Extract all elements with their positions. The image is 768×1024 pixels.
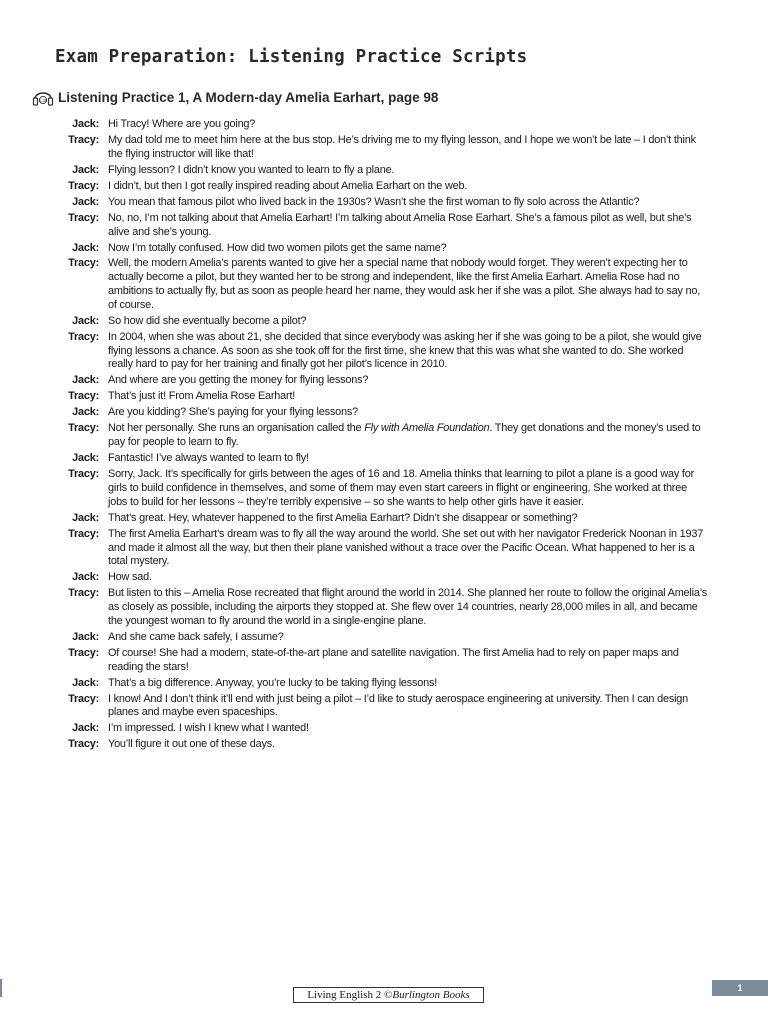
dialogue-text: But listen to this – Amelia Rose recreated that flight around the world in 2014. She planned her route to follow the original Amelia’s as closely as possible, including the airports they stopped at. She flew over 14 countries, nearly 28,000 miles in all, and became the youngest woman to fly around the world in a single-engine plane. [108,587,707,627]
dialogue-line [0,422,768,450]
speaker-name: Jack: [72,195,99,208]
footer-book: Living English 2 © [307,989,393,1001]
dialogue-text: No, no, I’m not talking about that Amelia Earhart! I’m talking about Amelia Rose Earhart. She’s a famous pilot as well, but she’s alive and she’s young. [108,211,692,238]
speaker-name: Jack: [72,722,99,735]
dialogue-line [0,468,768,509]
dialogue-line [0,242,768,256]
speaker-name: Tracy: [68,692,99,705]
dialogue-text: That’s great. Hey, whatever happened to the first Amelia Earhart? Didn’t she disappear or something? [108,511,578,524]
speaker-name: Jack: [72,511,99,524]
dialogue-text: Are you kidding? She’s paying for your flying lessons? [108,406,358,419]
dialogue-text: So how did she eventually become a pilot? [108,314,307,327]
dialogue-line [0,722,768,736]
speaker-name: Tracy: [68,133,99,146]
dialogue-line [0,738,768,752]
speaker-name: Tracy: [68,330,99,343]
dialogue-text: I didn’t, but then I got really inspired reading about Amelia Earhart on the web. [108,179,468,192]
section-title: Listening Practice 1, A Modern-day Amelia Earhart, page 98 [58,89,439,105]
speaker-name: Jack: [72,676,99,689]
dialogue-line [0,180,768,194]
dialogue-line [0,452,768,466]
speaker-name: Tracy: [68,468,99,481]
dialogue-line [0,390,768,404]
dialogue-line [0,571,768,585]
dialogue [0,118,768,754]
dialogue-line [0,118,768,132]
speaker-name: Jack: [72,630,99,643]
dialogue-text: Hi Tracy! Where are you going? [108,118,256,130]
dialogue-line [0,212,768,240]
dialogue-line [0,647,768,675]
dialogue-line [0,374,768,388]
dialogue-line [0,512,768,526]
dialogue-text: My dad told me to meet him here at the bus stop. He’s driving me to my flying lesson, and I hope we won’t be late – I don’t think the flying instructor will like that! [108,133,696,160]
dialogue-text [108,422,708,450]
dialogue-text: Fantastic! I’ve always wanted to learn to fly! [108,452,309,465]
speaker-name: Jack: [72,241,99,254]
organisation-name: Fly with Amelia Foundation [364,422,490,435]
dialogue-text: You’ll figure it out one of these days. [108,738,275,751]
dialogue-line [0,406,768,420]
speaker-name: Jack: [72,314,99,327]
page-title: Exam Preparation: Listening Practice Scripts [55,47,528,67]
dialogue-text: Flying lesson? I didn’t know you wanted to learn to fly a plane. [108,163,395,176]
dialogue-line [0,587,768,628]
dialogue-text: Well, the modern Amelia’s parents wanted to give her a special name that nobody would forget. They weren’t expecting her to actually become a pilot, but they wanted her to be strong and independent, like the first Amelia Earhart. Amelia Rose had no ambitions to actually fly, but as soon as people heard her name, they would ask her if she was a pilot. She always had to say no, of course. [108,257,701,311]
page-number: 1 [712,980,768,996]
speaker-name: Jack: [72,571,99,584]
dialogue-text: Of course! She had a modern, state-of-the-art plane and satellite navigation. The first Amelia had to rely on paper maps and reading the stars! [108,646,679,673]
dialogue-line [0,693,768,721]
track-number: 1.35 [38,97,48,103]
dialogue-text-part: . They get donations and the money’s used to pay for people to learn to fly. [108,422,701,449]
dialogue-text: How sad. [108,571,152,584]
dialogue-text: The first Amelia Earhart’s dream was to fly all the way around the world. She set out with her navigator Frederick Noonan in 1937 and made it almost all the way, but then their plane vanished without a trace over the Pacific Ocean. What happened to her is a total mystery. [108,527,704,568]
dialogue-line [0,677,768,691]
footer-publisher: Burlington Books [392,989,470,1001]
dialogue-line [0,257,768,312]
speaker-name: Jack: [72,406,99,419]
dialogue-line [0,134,768,162]
dialogue-text: That’s just it! From Amelia Rose Earhart! [108,390,296,403]
dialogue-line [0,164,768,178]
dialogue-text: I’m impressed. I wish I knew what I wanted! [108,722,309,735]
dialogue-text-part: Not her personally. She runs an organisation called the [108,422,365,435]
speaker-name: Tracy: [68,587,99,600]
speaker-name: Tracy: [68,646,99,659]
dialogue-text: And where are you getting the money for flying lessons? [108,374,369,387]
dialogue-text: That’s a big difference. Anyway, you’re lucky to be taking flying lessons! [108,676,438,689]
footer-credit [293,987,484,1003]
speaker-name: Jack: [72,452,99,465]
speaker-name: Tracy: [68,527,99,540]
dialogue-text: You mean that famous pilot who lived back in the 1930s? Wasn’t she the first woman to fly solo across the Atlantic? [108,195,640,208]
dialogue-line [0,315,768,329]
section-heading [32,86,438,108]
speaker-name: Tracy: [68,179,99,192]
dialogue-line [0,631,768,645]
dialogue-text: Sorry, Jack. It’s specifically for girls between the ages of 16 and 18. Amelia thinks that learning to pilot a plane is a good way for girls to build confidence in themselves, and some of them may even start careers in flight or engineering. She worked at three jobs to build for her lessons – they’re terribly expensive – so she wants to help other girls have it easier. [108,468,695,508]
dialogue-text: In 2004, when she was about 21, she decided that since everybody was asking her if she was going to be a pilot, she would give flying lessons a chance. As soon as she took off for the first time, she knew that this was what she wanted to do. She worked really hard to pay for her training and finally got her pilot’s licence in 2010. [108,330,702,371]
dialogue-line [0,528,768,569]
dialogue-line [0,196,768,210]
dialogue-line [0,331,768,372]
speaker-name: Jack: [72,118,99,130]
dialogue-text: And she came back safely, I assume? [108,630,284,643]
dialogue-text: I know! And I don’t think it’ll end with just being a pilot – I’d like to study aerospace engineering at university. Then I can design planes and maybe even spaceships. [108,692,689,719]
left-edge-marker [0,979,2,997]
headphones-icon [32,87,54,107]
speaker-name: Jack: [72,374,99,387]
speaker-name: Tracy: [68,738,99,751]
speaker-name: Tracy: [68,422,99,435]
dialogue-text: Now I’m totally confused. How did two women pilots get the same name? [108,241,447,254]
speaker-name: Jack: [72,163,99,176]
speaker-name: Tracy: [68,257,99,270]
speaker-name: Tracy: [68,390,99,403]
speaker-name: Tracy: [68,211,99,224]
